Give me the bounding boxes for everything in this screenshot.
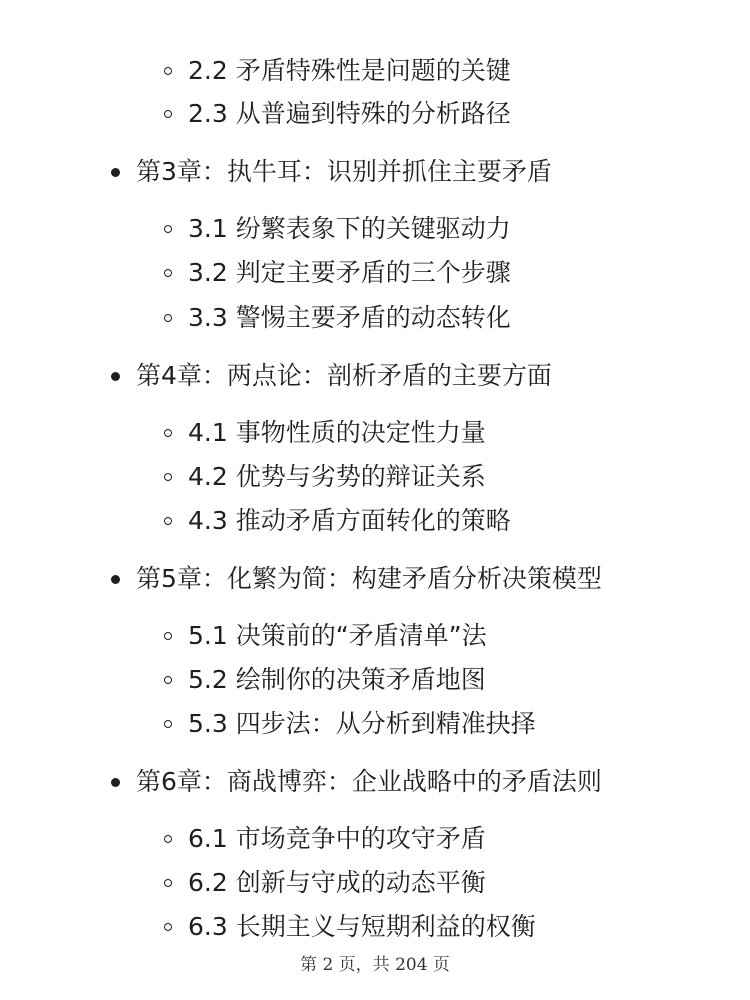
circle-bullet-icon	[164, 67, 172, 75]
toc-chapter-title[interactable]: 第5章：化繁为简：构建矛盾分析决策模型	[136, 564, 602, 593]
toc-chapter-title[interactable]: 第6章：商战博弈：企业战略中的矛盾法则	[136, 767, 602, 796]
toc-section-item[interactable]: 4.3 推动矛盾方面转化的策略	[188, 506, 511, 535]
toc-section-item[interactable]: 5.2 绘制你的决策矛盾地图	[188, 665, 486, 694]
circle-bullet-icon	[164, 835, 172, 843]
circle-bullet-icon	[164, 429, 172, 437]
toc-section-item[interactable]: 6.3 长期主义与短期利益的权衡	[188, 912, 536, 941]
disc-bullet-icon	[111, 168, 120, 177]
toc-section-item[interactable]: 4.1 事物性质的决定性力量	[188, 418, 486, 447]
circle-bullet-icon	[164, 923, 172, 931]
circle-bullet-icon	[164, 314, 172, 322]
toc-section-item[interactable]: 5.3 四步法：从分析到精准抉择	[188, 709, 536, 738]
disc-bullet-icon	[111, 778, 120, 787]
toc-section-item[interactable]: 6.1 市场竞争中的攻守矛盾	[188, 824, 486, 853]
toc-section-item[interactable]: 2.3 从普遍到特殊的分析路径	[188, 99, 511, 128]
toc-section-item[interactable]: 5.1 决策前的“矛盾清单”法	[188, 621, 487, 650]
toc-section-item[interactable]: 3.1 纷繁表象下的关键驱动力	[188, 214, 511, 243]
circle-bullet-icon	[164, 720, 172, 728]
toc-section-item[interactable]: 6.2 创新与守成的动态平衡	[188, 868, 486, 897]
circle-bullet-icon	[164, 269, 172, 277]
disc-bullet-icon	[111, 372, 120, 381]
circle-bullet-icon	[164, 676, 172, 684]
toc-chapter-title[interactable]: 第4章：两点论：剖析矛盾的主要方面	[136, 361, 552, 390]
toc-section-item[interactable]: 3.3 警惕主要矛盾的动态转化	[188, 303, 511, 332]
circle-bullet-icon	[164, 473, 172, 481]
toc-section-item[interactable]: 3.2 判定主要矛盾的三个步骤	[188, 258, 511, 287]
circle-bullet-icon	[164, 879, 172, 887]
circle-bullet-icon	[164, 517, 172, 525]
page-number-footer: 第 2 页，共 204 页	[300, 955, 450, 975]
disc-bullet-icon	[111, 575, 120, 584]
toc-section-item[interactable]: 4.2 优势与劣势的辩证关系	[188, 462, 486, 491]
circle-bullet-icon	[164, 632, 172, 640]
toc-chapter-title[interactable]: 第3章：执牛耳：识别并抓住主要矛盾	[136, 157, 552, 186]
toc-section-item[interactable]: 2.2 矛盾特殊性是问题的关键	[188, 56, 511, 85]
circle-bullet-icon	[164, 110, 172, 118]
circle-bullet-icon	[164, 225, 172, 233]
